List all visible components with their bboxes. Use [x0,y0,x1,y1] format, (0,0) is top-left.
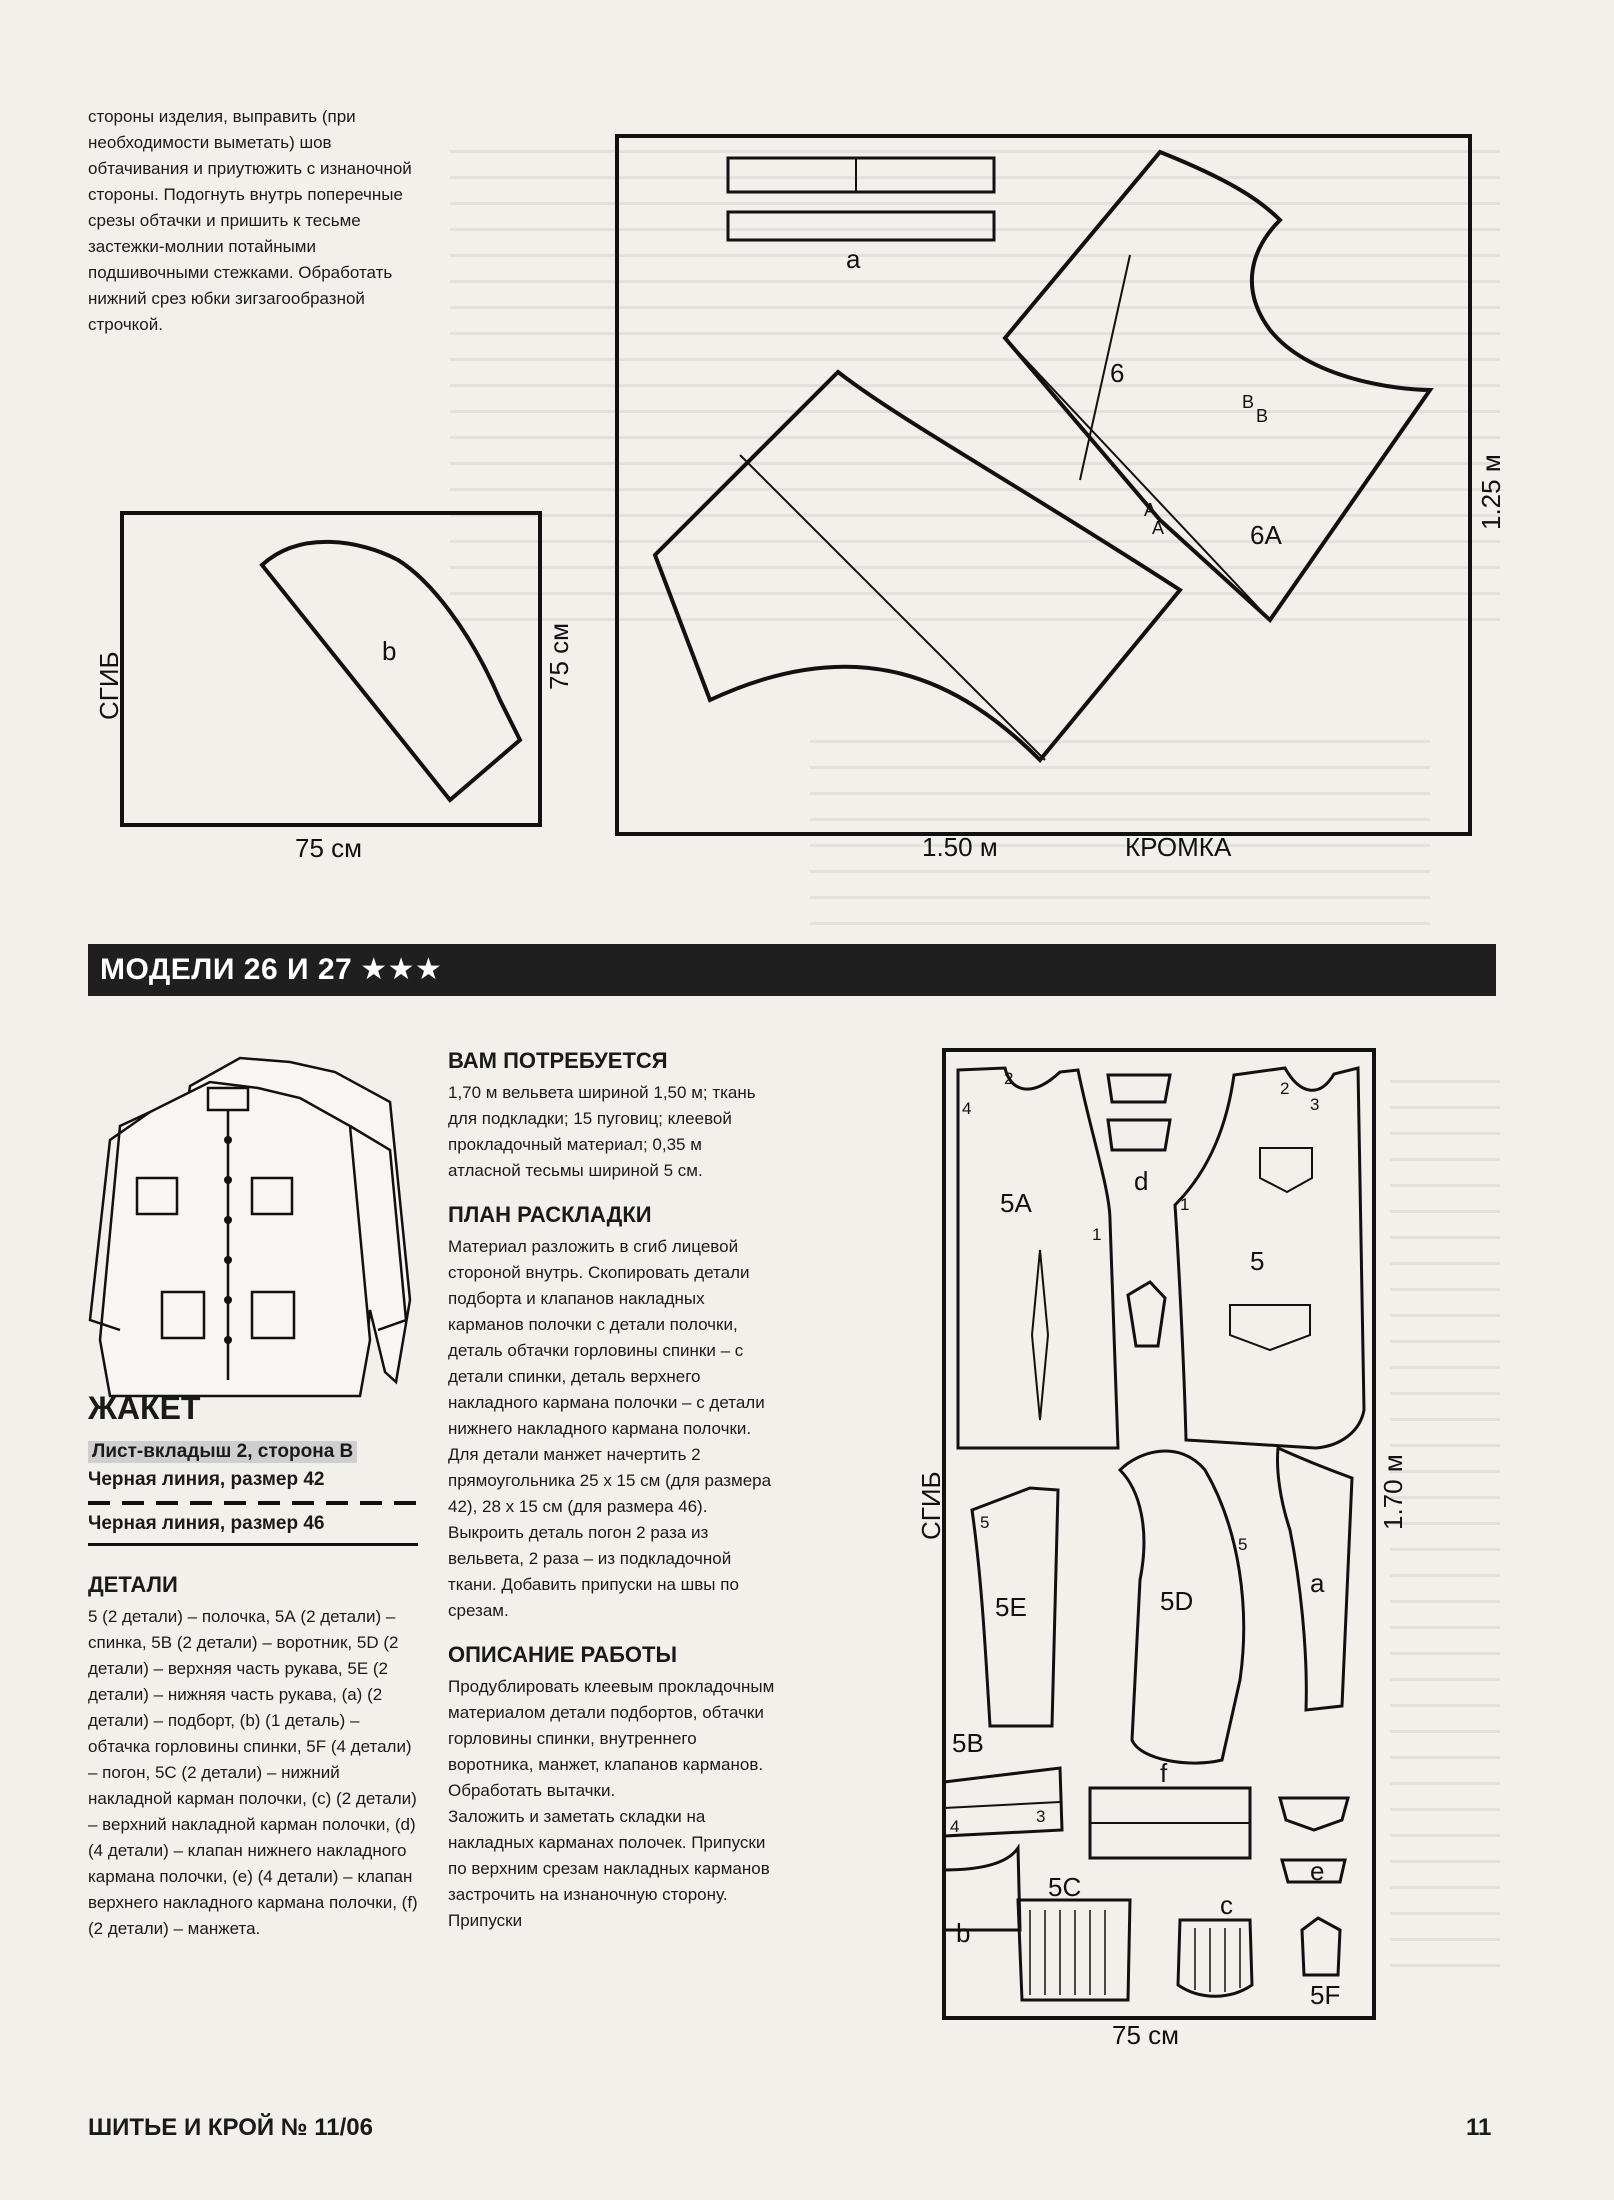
piece-5e-label: 5Е [995,1592,1027,1622]
mark-num: 4 [950,1817,960,1836]
width-label: 1.50 м [922,832,998,862]
mark-num: 3 [1036,1807,1046,1826]
banner-title-text: МОДЕЛИ 26 И 27 [100,953,353,986]
sheet-label: Лист-вкладыш 2, сторона В [88,1441,357,1463]
mark-num: 5 [980,1513,990,1532]
fold-label: СГИБ [916,1471,946,1540]
piece-5c-outline [1018,1900,1130,2000]
mark-num: 1 [1180,1195,1190,1214]
height-label: 1.70 м [1378,1454,1408,1530]
intro-paragraph: стороны изделия, выправить (при необходимости выметать) шов обтачивания и приутюжить с изнаночной стороны. Подогнуть внутрь поперечные срезы обтачки и пришить к тесьме застежки-молнии потайными подшивочными стежками. Обработать нижний срез юбки зигзагообразной строчкой. [88,107,412,334]
need-text: 1,70 м вельвета шириной 1,50 м; ткань для подкладки; 15 пуговиц; клеевой прокладочный материал; 0,35 м атласной тесьмы шириной 5 см. [448,1083,756,1180]
mark-v2: В [1256,406,1269,426]
details-text: 5 (2 детали) – полочка, 5А (2 детали) – спинка, 5В (2 детали) – воротник, 5D (2 детали) – верхняя часть рукава, 5Е (2 детали) – нижняя часть рукава, (а) (2 детали) – подборт, (b) (1 деталь) – обтачка горловины спинки, 5F (4 детали) – погон, 5С (2 детали) – нижний накладной карман полочки, (с) (2 детали) – верхний накладной карман полочки, (d) (4 детали) – клапан нижнего накладного кармана полочки, (е) (4 детали) – клапан верхнего накладного кармана полочки, (f) (2 детали) – манжета. [88,1607,418,1938]
piece-5b-label: 5В [952,1728,984,1758]
piece-c-outline [1178,1920,1252,1996]
mark-v1: В [1242,392,1255,412]
piece-5d-label: 5D [1160,1586,1194,1616]
mark-a1: А [1144,500,1157,520]
mark-num: 5 [1238,1535,1248,1554]
need-heading: ВАМ ПОТРЕБУЕТСЯ [448,1048,668,1073]
piece-5a-label: 5А [1000,1188,1032,1218]
layout-heading: ПЛАН РАСКЛАДКИ [448,1202,652,1227]
piece-5f-outline [1302,1918,1340,1975]
layout-text: Материал разложить в сгиб лицевой стороной внутрь. Скопировать детали подборта и клапанов накладных карманов полочки с детали полочки, деталь обтачки горловины спинки – с детали спинки, деталь верхнего накладного кармана полочки – с детали нижнего накладного кармана полочки. Для детали манжет начертить 2 прямоугольника 25 х 15 см (для размера 42), 28 х 15 см (для размера 46). Выкроить деталь погон 2 раза из вельвета, 2 раза – из подкладочной ткани. Добавить припуски на швы по срезам. [448,1237,772,1620]
work-heading: ОПИСАНИЕ РАБОТЫ [448,1642,677,1667]
piece-a-label: а [846,244,861,274]
piece-b-label: b [956,1918,971,1948]
difficulty-stars: ★★★ [360,953,443,986]
mark-num: 3 [1310,1095,1320,1114]
piece-5-outline [1175,1068,1364,1448]
piece-d-label: d [1134,1166,1149,1196]
piece-a-label: а [1310,1568,1325,1598]
fold-label: СГИБ [94,651,124,720]
piece-f-label: f [1160,1758,1168,1788]
magazine-footer: ШИТЬЕ И КРОЙ № 11/06 [88,2114,373,2141]
garment-title: ЖАКЕТ [88,1390,201,1426]
page-number: 11 [1466,2114,1492,2141]
width-label: 75 см [295,833,363,863]
work-text-2: Обработать вытачки. [448,1781,616,1800]
width-label: 75 см [1112,2020,1180,2050]
piece-6-label: 6 [1110,358,1125,388]
mark-num: 2 [1004,1069,1014,1088]
piece-e-label: е [1310,1856,1325,1886]
height-label: 75 см [544,622,574,690]
selvedge-label: КРОМКА [1125,832,1232,862]
mark-num: 2 [1280,1079,1290,1098]
mark-a2: А [1152,518,1165,538]
piece-6a-label: 6А [1250,520,1282,550]
piece-5-label: 5 [1250,1246,1265,1276]
work-text-3: Заложить и заметать складки на накладных карманах полочек. Припуски по верхним срезам накладных карманов застрочить на изнаночную сторону. Припуски [448,1807,770,1930]
work-text-1: Продублировать клеевым прокладочным материалом детали подбортов, обтачки горловины спинки, внутреннего воротника, манжет, клапанов карманов. [448,1677,775,1774]
line-size-42: Черная линия, размер 42 [88,1469,325,1490]
piece-5f-label: 5F [1310,1980,1341,2010]
piece-5c-label: 5С [1048,1872,1082,1902]
piece-c-label: с [1220,1890,1233,1920]
line-size-46: Черная линия, размер 46 [88,1513,325,1534]
piece-b-label: b [382,636,397,666]
mark-num: 4 [962,1099,972,1118]
details-heading: ДЕТАЛИ [88,1572,178,1597]
mark-num: 1 [1092,1225,1102,1244]
height-label: 1.25 м [1476,454,1506,530]
